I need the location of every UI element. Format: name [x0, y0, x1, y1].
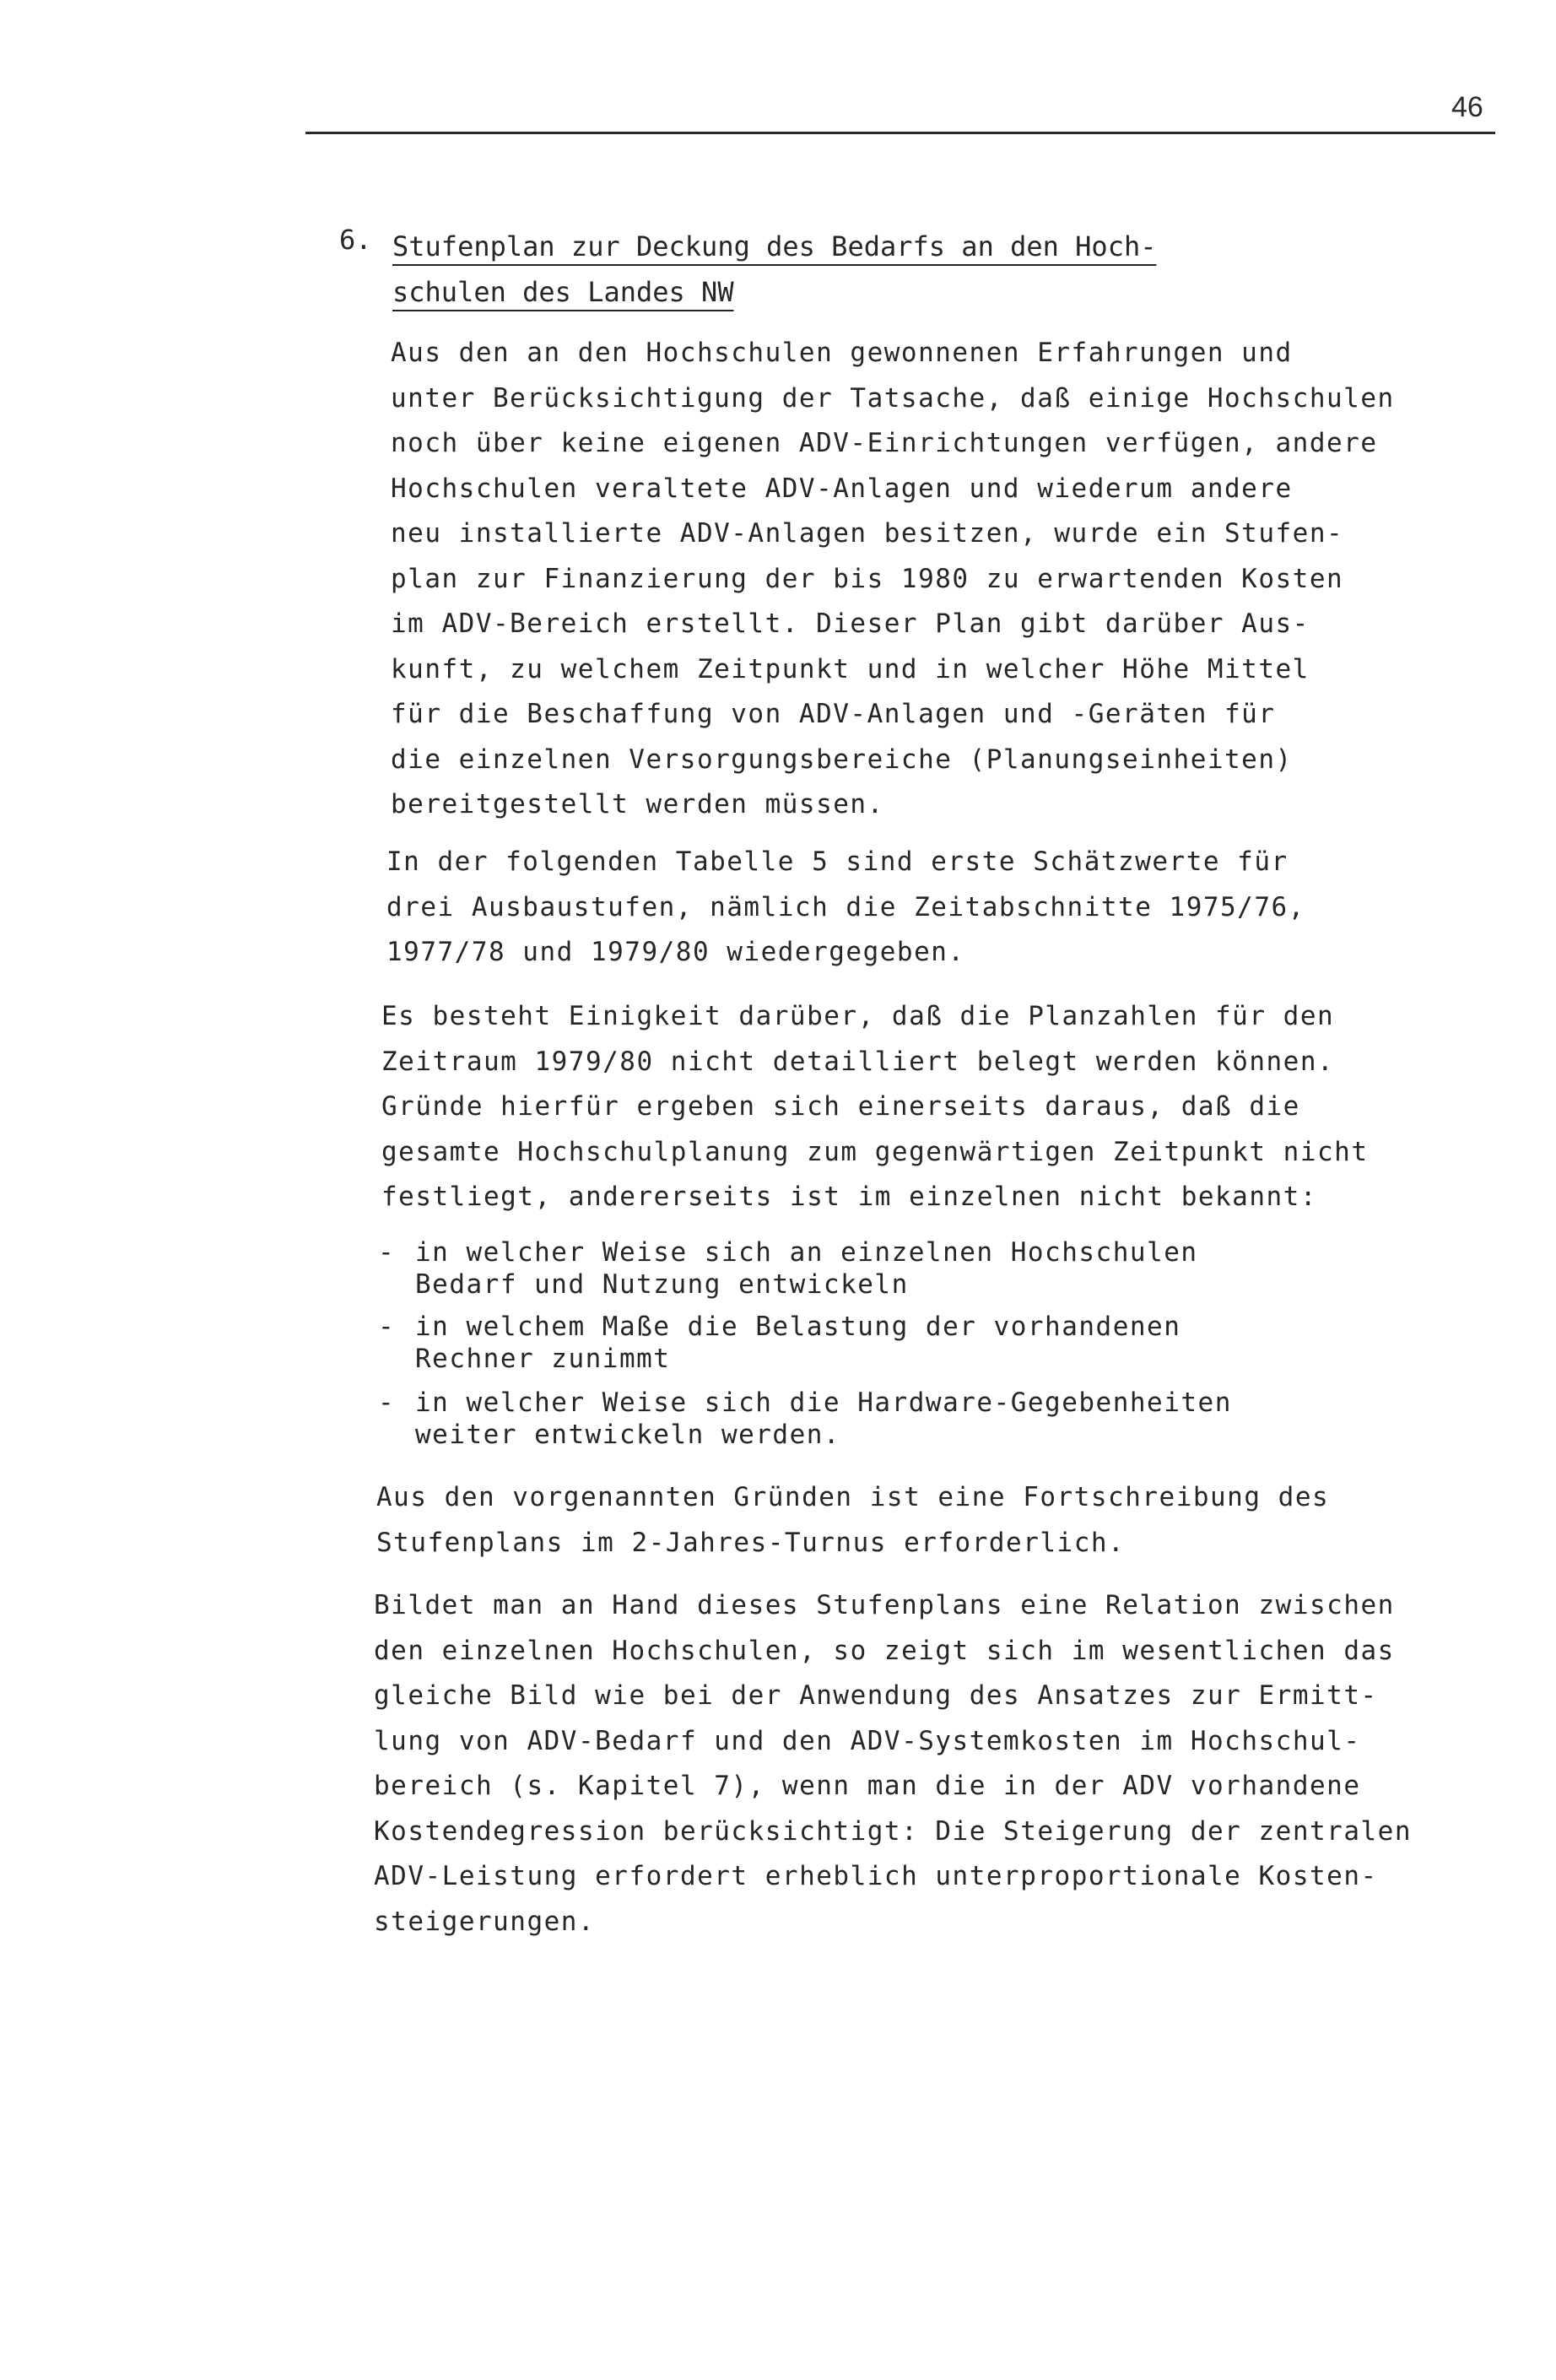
list-dash: - [378, 1312, 396, 1342]
text-line: den einzelnen Hochschulen, so zeigt sich im wesentlichen das [374, 1635, 1395, 1666]
paragraph-2 [386, 840, 1305, 976]
text-line: im ADV-Bereich erstellt. Dieser Plan gibt darüber Aus- [391, 609, 1310, 639]
paragraph-4 [376, 1475, 1329, 1566]
text-line: bereitgestellt werden müssen. [391, 789, 884, 819]
paragraph-3 [381, 994, 1369, 1220]
text-line: gesamte Hochschulplanung zum gegenwärtigen Zeitpunkt nicht [381, 1136, 1369, 1167]
list-dash: - [378, 1237, 396, 1268]
paragraph-5 [374, 1583, 1412, 1945]
text-line: in welcher Weise sich an einzelnen Hochschulen [415, 1237, 1198, 1268]
section-title-line-1: Stufenplan zur Deckung des Bedarfs an den Hoch- [392, 230, 1157, 262]
text-line: ADV-Leistung erfordert erheblich unterproportionale Kosten- [374, 1861, 1378, 1891]
text-line: In der folgenden Tabelle 5 sind erste Schätzwerte für [386, 847, 1289, 877]
text-line: lung von ADV-Bedarf und den ADV-Systemkosten im Hochschul- [374, 1725, 1361, 1756]
text-line: 1977/78 und 1979/80 wiedergegeben. [386, 937, 965, 967]
text-line: bereich (s. Kapitel 7), wenn man die in der ADV vorhandene [374, 1771, 1361, 1801]
text-line: Stufenplans im 2-Jahres-Turnus erforderlich. [376, 1527, 1126, 1558]
text-line: Bildet man an Hand dieses Stufenplans eine Relation zwischen [374, 1590, 1395, 1620]
text-line: Rechner zunimmt [415, 1344, 671, 1374]
section-title [392, 224, 1321, 315]
list-dash: - [378, 1387, 396, 1418]
text-line: Gründe hierfür ergeben sich einerseits daraus, daß die [381, 1091, 1300, 1122]
section-number: 6. [339, 224, 372, 256]
text-line: steigerungen. [374, 1906, 596, 1937]
text-line: in welcher Weise sich die Hardware-Gegebenheiten [415, 1387, 1232, 1418]
text-line: weiter entwickeln werden. [415, 1420, 841, 1450]
text-line: Es besteht Einigkeit darüber, daß die Planzahlen für den [381, 1001, 1335, 1031]
paragraph-1 [391, 331, 1395, 828]
text-line: Aus den vorgenannten Gründen ist eine Fortschreibung des [376, 1482, 1330, 1512]
text-line: plan zur Finanzierung der bis 1980 zu erwartenden Kosten [391, 563, 1344, 594]
text-line: Zeitraum 1979/80 nicht detailliert belegt werden können. [381, 1046, 1335, 1077]
text-line: Bedarf und Nutzung entwickeln [415, 1269, 909, 1300]
text-line: Hochschulen veraltete ADV-Anlagen und wiederum andere [391, 473, 1293, 504]
section-title-line-2: schulen des Landes NW [392, 276, 734, 308]
text-line: in welchem Maße die Belastung der vorhandenen [415, 1312, 1181, 1342]
text-line: neu installierte ADV-Anlagen besitzen, wurde ein Stufen- [391, 518, 1344, 549]
text-line: festliegt, andererseits ist im einzelnen nicht bekannt: [381, 1182, 1317, 1212]
page-number: 46 [1451, 91, 1483, 123]
text-line: Kostendegression berücksichtigt: Die Steigerung der zentralen [374, 1815, 1412, 1847]
text-line: unter Berücksichtigung der Tatsache, daß einige Hochschulen [391, 382, 1395, 414]
header-rule [305, 132, 1495, 134]
text-line: noch über keine eigenen ADV-Einrichtungen verfügen, andere [391, 428, 1378, 458]
text-line: drei Ausbaustufen, nämlich die Zeitabschnitte 1975/76, [386, 891, 1305, 922]
text-line: für die Beschaffung von ADV-Anlagen und -Geräten für [391, 699, 1276, 729]
text-line: Aus den an den Hochschulen gewonnenen Erfahrungen und [391, 338, 1293, 368]
text-line: kunft, zu welchem Zeitpunkt und in welcher Höhe Mittel [391, 653, 1310, 684]
text-line: die einzelnen Versorgungsbereiche (Planungseinheiten) [391, 744, 1293, 775]
text-line: gleiche Bild wie bei der Anwendung des Ansatzes zur Ermitt- [374, 1680, 1378, 1711]
